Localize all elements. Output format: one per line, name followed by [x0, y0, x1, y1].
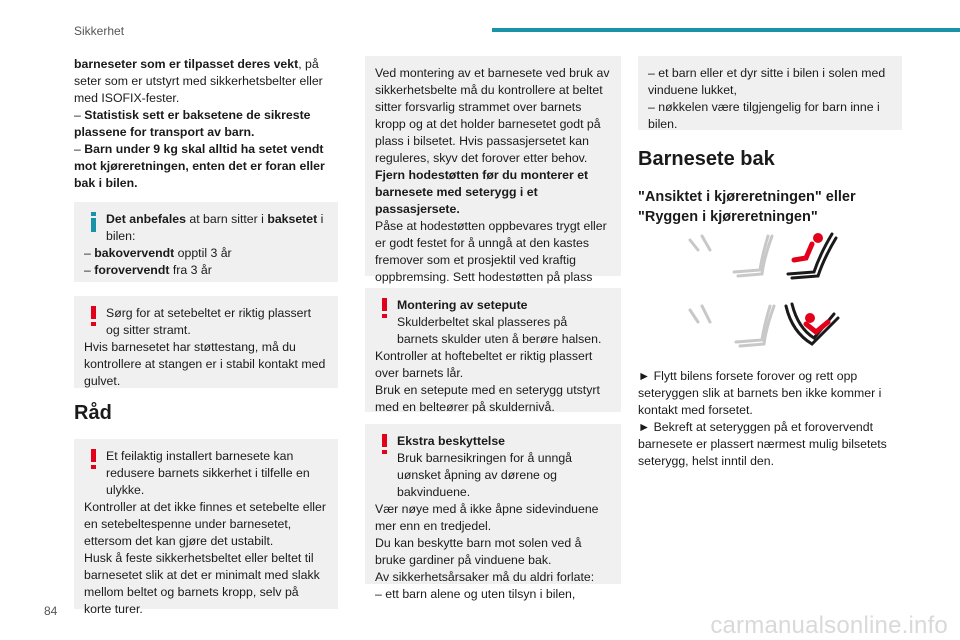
install-paragraph: Ved montering av et barnesete ved bruk av sikkerhetsbelte må du kontrollere at beltet sitter forsvarlig strammet over barnets kropp og at det holder barnesetet godt på plass i bilsetet. Hvis passasjersetet kan reguleres, skyv det forover etter behov.: [375, 66, 610, 165]
warning-box-extra-protection: [365, 424, 621, 601]
intro-bold-a: barneseter som er tilpasset deres vekt: [74, 57, 299, 71]
dash: –: [84, 263, 95, 277]
info-box-never-leave: [638, 56, 902, 130]
forward-facing-child-seat-icon: [682, 226, 842, 286]
section-heading-barnesete-bak: Barnesete bak: [638, 148, 775, 170]
info-icon: [91, 212, 96, 230]
info-text-j: fra 3 år: [169, 263, 212, 277]
warning-icon: [91, 449, 96, 469]
info-text-g: opptil 3 år: [174, 246, 232, 260]
dash: –: [74, 142, 85, 156]
info-box-installation: [365, 56, 621, 284]
warning-body: Kontroller at det ikke finnes et setebelte eller en setebeltespenne under barnesetet, ettersom det kan gjøre det ustabilt.: [84, 500, 326, 548]
warning-icon: [382, 298, 387, 318]
info-bold-i: forovervendt: [94, 263, 170, 277]
warning-box-belt: [74, 296, 338, 388]
page-number: 84: [44, 604, 58, 618]
warning-body: Av sikkerhetsårsaker må du aldri forlate:: [375, 570, 595, 584]
column-1: [74, 56, 338, 616]
warning-box-advice: [74, 439, 338, 616]
intro-bold-d: Statistisk sett er baksetene de sikreste plassene for transport av barn.: [74, 108, 311, 139]
warning-body: Bruk en setepute med en seterygg utstyrt med en belteører på skuldernivå.: [375, 383, 600, 414]
intro-paragraph: [74, 56, 338, 192]
info-text-d: i bilen:: [106, 212, 324, 243]
running-header-title: Sikkerhet: [74, 24, 125, 38]
warning-icon: [382, 434, 387, 454]
dash: –: [74, 108, 85, 122]
warning-title: Ekstra beskyttelse: [397, 434, 506, 448]
list-item: – nøkkelen være tilgjengelig for barn inne i bilen.: [648, 100, 880, 131]
info-text-b: at barn sitter i: [185, 212, 268, 226]
step-2: ► Bekreft at seteryggen på et forovervendt barnesete er plassert nærmest mulig bilsetets seterygg, helst inntil den.: [638, 420, 887, 468]
warning-body: Kontroller at hoftebeltet er riktig plassert over barnets lår.: [375, 349, 593, 380]
warning-body: Du kan beskytte barn mot solen ved å bruke gardiner på vinduene bak.: [375, 536, 582, 567]
headrest-warning: Fjern hodestøtten før du monterer et barnesete med seterygg i et passasjersete.: [375, 168, 589, 216]
info-bold-c: baksetet: [267, 212, 318, 226]
intro-text-b: , på seter som er utstyrt med sikkerhetsbelter eller med ISOFIX-fester.: [74, 57, 323, 105]
column-2: [365, 56, 621, 601]
subheading-orientation: "Ansiktet i kjøreretningen" eller "Ryggen i kjøreretningen": [638, 189, 856, 225]
column-3: [638, 56, 902, 468]
info-box-recommendation: [74, 202, 338, 282]
warning-lead: Bruk barnesikringen for å unngå uønsket åpning av dørene og bakvinduene.: [397, 451, 572, 499]
dash: –: [84, 246, 95, 260]
info-bold-a: Det anbefales: [106, 212, 186, 226]
warning-box-booster: [365, 288, 621, 412]
list-item: – et barn eller et dyr sitte i bilen i solen med vinduene lukket,: [648, 66, 886, 97]
warning-title: Montering av setepute: [397, 298, 528, 312]
warning-icon: [91, 306, 96, 326]
watermark: carmanualsonline.info: [710, 612, 948, 639]
warning-body: Husk å feste sikkerhetsbeltet eller beltet til barnesetet slik at det er minimalt med slakk mellom beltet og barnets kropp, selv på korte turer.: [84, 551, 320, 616]
header-accent-bar: [492, 28, 960, 32]
headrest-paragraph: Påse at hodestøtten oppbevares trygt eller er godt festet for å unngå at den kastes fremover som et prosjektil ved kraftig oppbremsing. Sett hodestøtten på plass: [375, 219, 607, 284]
warning-lead: Et feilaktig installert barnesete kan redusere barnets sikkerhet i tilfelle en ulykke.: [106, 449, 310, 497]
section-heading-rad: Råd: [74, 402, 112, 424]
step-1: ► Flytt bilens forsete forover og rett opp seteryggen slik at barnets ben ikke kommer i kontakt med forsetet.: [638, 369, 882, 417]
warning-lead: Skulderbeltet skal plasseres på barnets skulder uten å berøre halsen.: [397, 315, 602, 346]
info-bold-f: bakovervendt: [94, 246, 175, 260]
warning-body: Hvis barnesetet har støttestang, må du kontrollere at stangen er i stabil kontakt med gulvet.: [84, 340, 326, 388]
intro-bold-f: Barn under 9 kg skal alltid ha setet vendt mot kjøreretningen, enten det er foran eller bak i bilen.: [74, 142, 325, 190]
rear-facing-child-seat-icon: [682, 296, 842, 356]
warning-body: – ett barn alene og uten tilsyn i bilen,: [375, 587, 576, 601]
warning-body: Vær nøye med å ikke åpne sidevinduene mer enn en tredjedel.: [375, 502, 599, 533]
warning-lead: Sørg for at setebeltet er riktig plassert og sitter stramt.: [106, 306, 312, 337]
